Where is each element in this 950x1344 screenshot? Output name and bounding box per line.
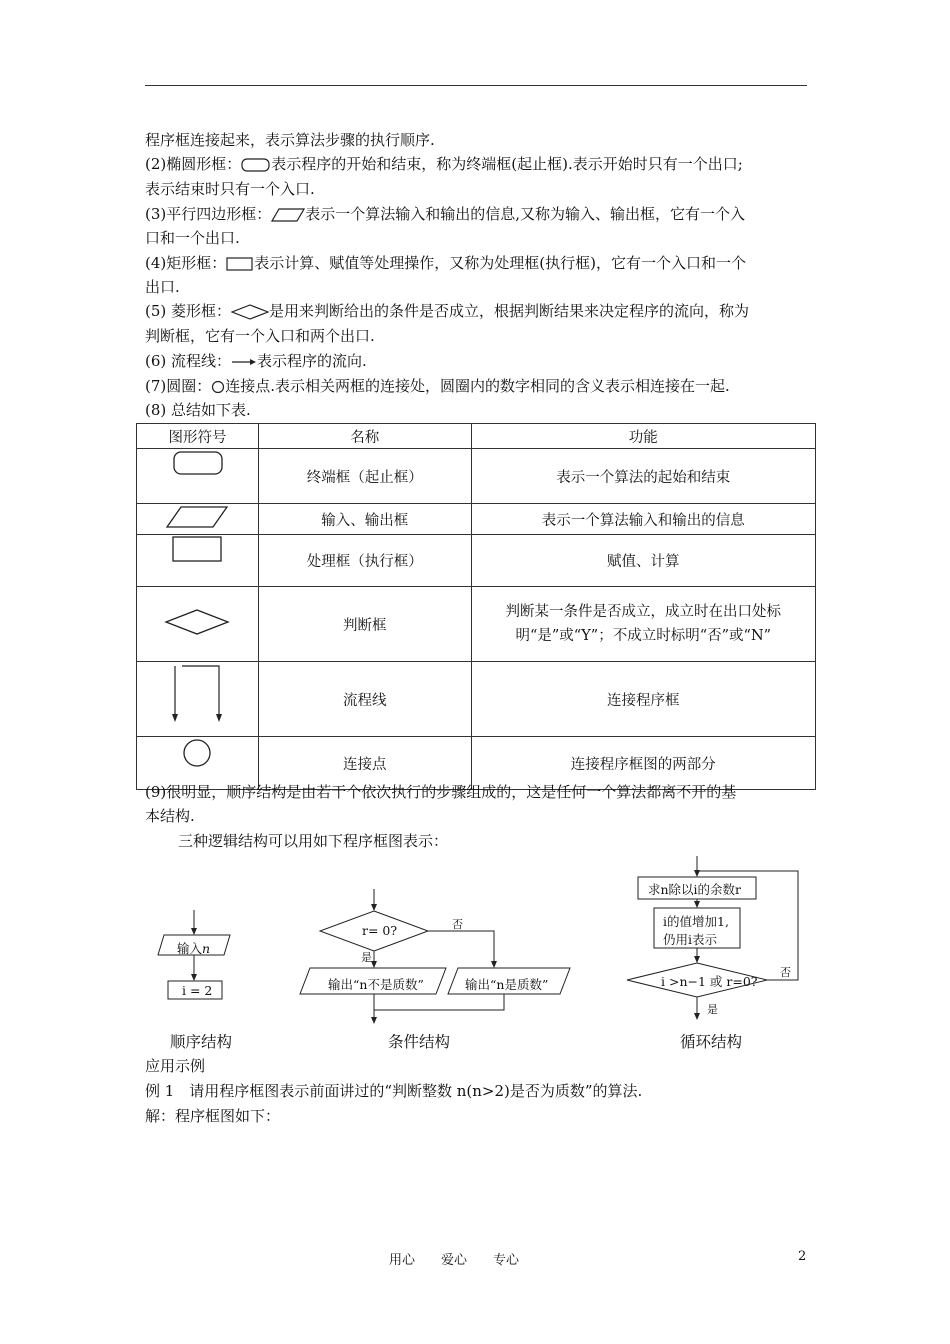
name-cell: 终端框（起止框） [258,449,471,504]
name-cell: 流程线 [258,662,471,737]
item-9-line-2: 本结构. [145,807,195,825]
item-2-line-2: 表示结束时只有一个入口. [145,180,315,198]
process-symbol-icon [137,535,257,582]
item-4-label: (4)矩形框： [145,254,227,272]
cond-yes-label: 是 [361,951,372,964]
footer-slogan: 用心 爱心 专心 [389,1253,520,1268]
loop-box2-line1: i的值增加1, [663,914,729,929]
item-3-text: 表示一个算法输入和输出的信息,又称为输入、输出框，它有一个入 [305,205,746,223]
seq-input-text: 输入 [177,941,203,956]
terminal-inline-icon [241,157,271,173]
symbol-cell [137,449,259,504]
item-9-line-1: (9)很明显，顺序结构是由若干个依次执行的步骤组成的，这是任何一个算法都离不开的基 [145,783,737,801]
header-rule [145,85,807,86]
io-inline-icon [271,207,305,223]
seq-assign-label: i = 2 [182,983,213,998]
function-cell: 表示一个算法输入和输出的信息 [471,504,815,535]
function-cell: 连接程序框图的两部分 [471,737,815,790]
cond-no-label: 否 [452,918,463,931]
cond-right-output: 输出“n是质数” [465,977,549,992]
terminal-symbol-icon [137,449,257,499]
name-cell: 处理框（执行框） [258,535,471,587]
process-inline-icon [226,256,254,272]
item-2-label: (2)椭圆形框： [145,155,242,173]
table-row [137,504,816,535]
three-structures-line: 三种逻辑结构可以用如下程序框图表示： [178,832,449,850]
symbol-cell [137,535,259,587]
item-4-line-2: 出口. [145,278,180,296]
loop-yes-label: 是 [707,1003,718,1016]
function-cell: 赋值、计算 [471,535,815,587]
function-cell: 连接程序框 [471,662,815,737]
connector-symbol-icon [137,737,257,785]
seq-input-label [177,939,210,957]
intro-line: 程序框连接起来，表示算法步骤的执行顺序. [145,131,435,149]
loop-caption: 循环结构 [680,1033,743,1051]
item-2-line-1 [145,154,743,174]
item-7-text: 连接点.表示相关两框的连接处，圆圈内的数字相同的含义表示相连接在一起. [225,377,730,395]
conditional-diagram [296,886,576,1026]
flowline-symbol-icon [137,662,257,732]
decision-inline-icon [231,304,269,320]
symbol-cell [137,662,259,737]
name-cell: 连接点 [258,737,471,790]
table-header: 名称 [258,424,471,449]
name-cell: 判断框 [258,587,471,662]
item-7-line [145,376,730,396]
cond-left-output: 输出“n不是质数” [328,977,424,992]
item-3-line-1 [145,204,745,224]
function-cell: 表示一个算法的起始和结束 [471,449,815,504]
page-number: 2 [798,1249,807,1264]
arrow-inline-icon [231,356,257,368]
io-symbol-icon [137,504,257,530]
table-row [137,535,816,587]
item-3-label: (3)平行四边形框： [145,205,272,223]
symbol-table [136,423,816,790]
table-header: 功能 [471,424,815,449]
loop-box1-label: 求n除以i的余数r [648,882,742,897]
loop-box2-line2: 仍用i表示 [663,932,717,947]
name-cell: 输入、输出框 [258,504,471,535]
example-1-line: 例 1 请用程序框图表示前面讲过的“判断整数 n(n>2)是否为质数”的算法. [145,1082,643,1100]
item-4-line-1 [145,253,746,273]
item-5-line-2: 判断框，它有一个入口和两个出口. [145,327,375,345]
item-5-text: 是用来判断给出的条件是否成立，根据判断结果来决定程序的流向，称为 [269,302,750,320]
seq-var-n: n [202,941,211,956]
connector-inline-icon [211,380,225,394]
table-header: 图形符号 [137,424,259,449]
solution-line: 解：程序框图如下： [145,1107,281,1125]
item-8-line: (8) 总结如下表. [145,401,251,419]
loop-no-label: 否 [780,966,791,979]
item-3-line-2: 口和一个出口. [145,229,240,247]
item-5-line-1 [145,301,749,321]
loop-condition-label: i >n−1 或 r=0? [661,974,758,989]
table-row [137,587,816,662]
table-row [137,662,816,737]
item-5-label: (5) 菱形框： [145,302,232,320]
decision-symbol-icon [137,592,257,652]
item-2-text: 表示程序的开始和结束，称为终端框(起止框).表示开始时只有一个出口; [271,155,743,173]
section-title: 应用示例 [145,1057,206,1075]
item-6-line [145,351,367,371]
table-header-row [137,424,816,449]
item-6-text: 表示程序的流向. [257,352,367,370]
function-cell: 判断某一条件是否成立，成立时在出口处标明“是”或“Y”；不成立时标明“否”或“N” [471,587,815,662]
symbol-cell [137,504,259,535]
item-4-text: 表示计算、赋值等处理操作，又称为处理框(执行框)，它有一个入口和一个 [254,254,746,272]
item-7-label: (7)圆圈： [145,377,212,395]
item-6-label: (6) 流程线： [145,352,232,370]
cond-caption: 条件结构 [388,1033,451,1051]
table-row [137,449,816,504]
cond-condition-label: r= 0? [362,923,398,938]
seq-caption: 顺序结构 [170,1033,233,1051]
symbol-cell [137,587,259,662]
